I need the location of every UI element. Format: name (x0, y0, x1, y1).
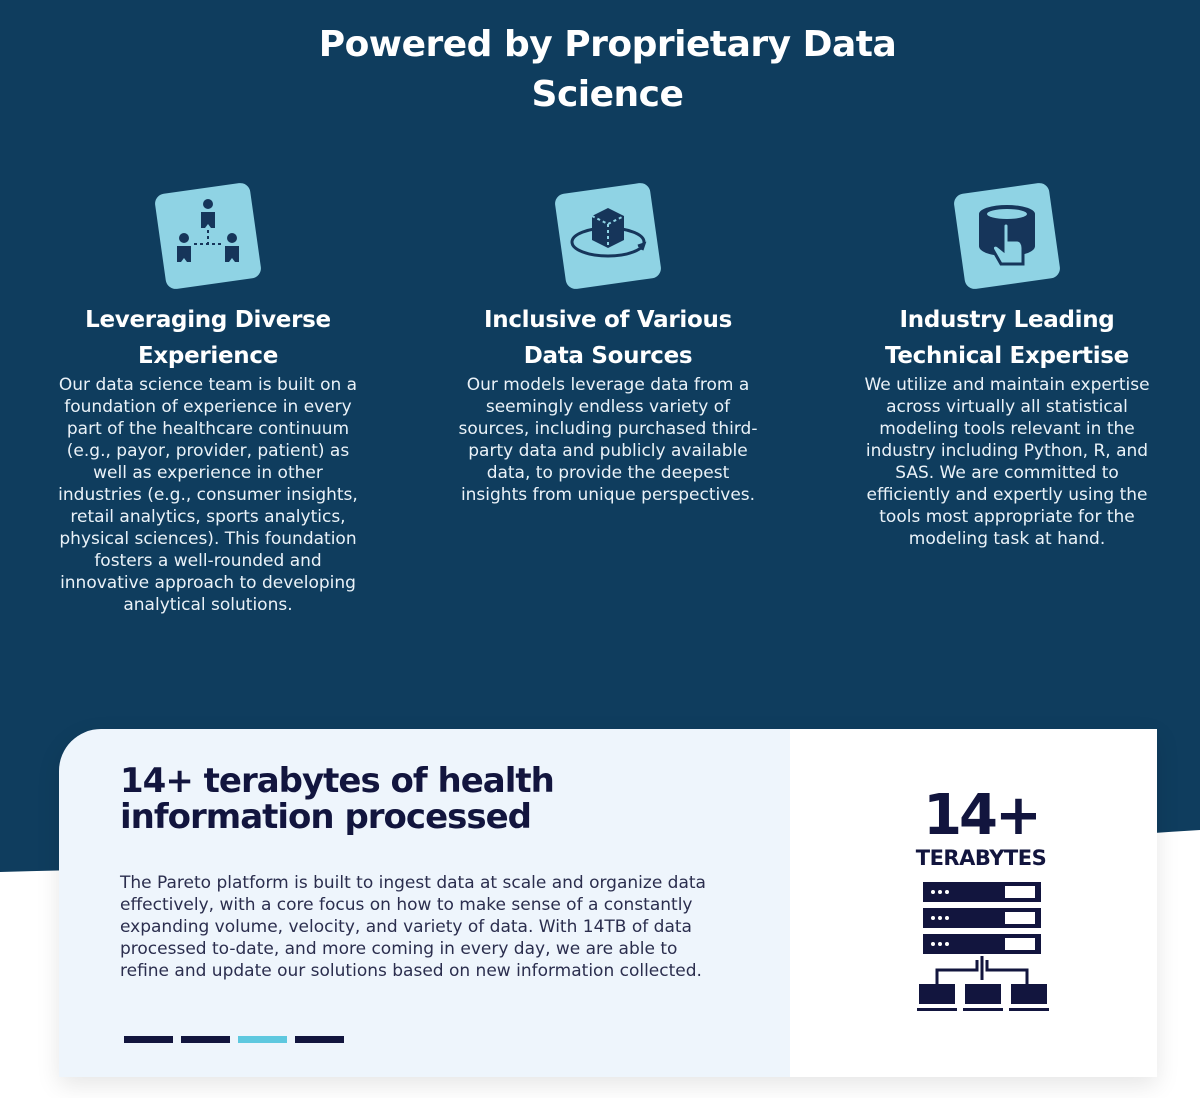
feature-technical-expertise (854, 180, 1160, 550)
slider-pagination (124, 1036, 344, 1043)
feature-diverse-experience (55, 180, 361, 616)
big-stat-unit: TERABYTES (915, 846, 1047, 870)
stats-description: The Pareto platform is built to ingest data at scale and organize data effectively, with a core focus on how to make sense of a constantly expanding volume, velocity, and variety of data. With 14TB of data processed to-date, and more coming in every day, we are able to refine and update our solutions based on new information collected. (120, 873, 706, 981)
feature-title: Leveraging Diverse Experience (85, 307, 331, 369)
big-stat (831, 783, 1131, 870)
page-title: Powered by Proprietary Data Science (318, 24, 897, 115)
slider-dot-3[interactable] (238, 1036, 287, 1043)
big-stat-number: 14+ (923, 783, 1039, 848)
slider-dot-2[interactable] (181, 1036, 230, 1043)
data-cube-icon (552, 180, 664, 292)
feature-description: Our data science team is built on a foundation of experience in every part of the healthcare continuum (e.g., payor, provider, patient) as well as experience in other industries (e.g., consumer insights, retail analytics, sports analytics, physical sciences). This foundation fosters a well-rounded and innovative approach to developing analytical solutions. (58, 375, 358, 615)
people-network-icon (152, 180, 264, 292)
feature-description: We utilize and maintain expertise across virtually all statistical modeling tools relevant in the industry including Python, R, and SAS. We are committed to efficiently and expertly using the tools most appropriate for the modeling task at hand. (864, 375, 1150, 549)
feature-title: Industry Leading Technical Expertise (885, 307, 1129, 369)
feature-data-sources (455, 180, 761, 506)
feature-description: Our models leverage data from a seemingly endless variety of sources, including purchased third-party data and publicly available data, to provide the deepest insights from unique perspectives. (458, 375, 758, 505)
slider-dot-4[interactable] (295, 1036, 344, 1043)
stats-heading: 14+ terabytes of health information processed (120, 761, 554, 837)
server-network-icon (915, 880, 1051, 1016)
slider-dot-1[interactable] (124, 1036, 173, 1043)
touch-database-icon (951, 180, 1063, 292)
feature-title: Inclusive of Various Data Sources (484, 307, 732, 369)
